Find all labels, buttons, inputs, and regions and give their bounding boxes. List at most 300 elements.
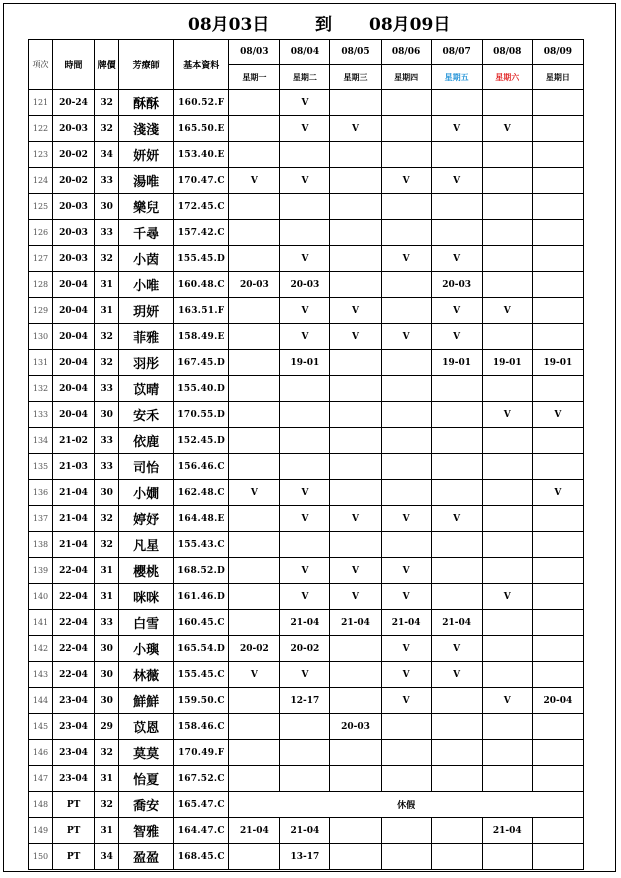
- schedule-cell: V: [280, 584, 330, 610]
- row-basic-info: 167.52.C: [174, 766, 229, 792]
- schedule-cell: [229, 90, 280, 116]
- schedule-cell: [381, 740, 431, 766]
- header-date: 08/06: [381, 40, 431, 65]
- title-to-word: 到: [315, 15, 332, 35]
- row-index: 144: [29, 688, 53, 714]
- schedule-cell: [330, 818, 381, 844]
- schedule-cell: [482, 220, 532, 246]
- schedule-cell: [532, 662, 583, 688]
- row-index: 129: [29, 298, 53, 324]
- row-teacher-name: 安禾: [119, 402, 174, 428]
- row-teacher-name: 鮮鮮: [119, 688, 174, 714]
- row-basic-info: 158.46.C: [174, 714, 229, 740]
- schedule-cell: V: [280, 662, 330, 688]
- schedule-cell: [532, 142, 583, 168]
- row-time: 20-03: [53, 220, 95, 246]
- row-teacher-name: 小璵: [119, 636, 174, 662]
- row-price: 31: [95, 584, 119, 610]
- row-teacher-name: 白雪: [119, 610, 174, 636]
- row-price: 32: [95, 324, 119, 350]
- schedule-cell: [229, 714, 280, 740]
- row-index: 148: [29, 792, 53, 818]
- schedule-cell: [482, 376, 532, 402]
- row-price: 32: [95, 350, 119, 376]
- row-price: 31: [95, 818, 119, 844]
- row-basic-info: 161.46.D: [174, 584, 229, 610]
- schedule-cell: [532, 584, 583, 610]
- schedule-cell: [482, 740, 532, 766]
- row-basic-info: 155.43.C: [174, 532, 229, 558]
- schedule-cell: [280, 220, 330, 246]
- schedule-cell: [381, 818, 431, 844]
- schedule-cell: 20-02: [229, 636, 280, 662]
- schedule-cell: [280, 428, 330, 454]
- schedule-cell: [280, 194, 330, 220]
- row-time: 20-04: [53, 402, 95, 428]
- schedule-cell: [381, 350, 431, 376]
- schedule-cell: V: [532, 402, 583, 428]
- schedule-cell: V: [482, 402, 532, 428]
- schedule-cell: [229, 428, 280, 454]
- row-time: 21-04: [53, 480, 95, 506]
- row-index: 123: [29, 142, 53, 168]
- table-row: [29, 688, 584, 714]
- row-price: 30: [95, 480, 119, 506]
- schedule-cell: [532, 714, 583, 740]
- schedule-cell: 19-01: [532, 350, 583, 376]
- table-row: [29, 792, 584, 818]
- row-teacher-name: 菲雅: [119, 324, 174, 350]
- schedule-cell: [229, 454, 280, 480]
- schedule-cell: [330, 194, 381, 220]
- schedule-cell: [381, 454, 431, 480]
- table-row: [29, 532, 584, 558]
- schedule-cell: [280, 714, 330, 740]
- schedule-cell: [482, 324, 532, 350]
- schedule-cell: [330, 480, 381, 506]
- row-basic-info: 158.49.E: [174, 324, 229, 350]
- row-index: 150: [29, 844, 53, 870]
- schedule-cell: [330, 376, 381, 402]
- schedule-cell: 20-03: [280, 272, 330, 298]
- row-price: 30: [95, 636, 119, 662]
- row-price: 32: [95, 532, 119, 558]
- table-row: [29, 194, 584, 220]
- schedule-cell: [229, 532, 280, 558]
- schedule-cell: 19-01: [431, 350, 482, 376]
- row-teacher-name: 羽彤: [119, 350, 174, 376]
- schedule-cell: [532, 636, 583, 662]
- header-weekday: 星期六: [482, 65, 532, 90]
- row-time: 22-04: [53, 610, 95, 636]
- schedule-cell: [330, 90, 381, 116]
- schedule-cell: V: [431, 636, 482, 662]
- row-index: 128: [29, 272, 53, 298]
- row-price: 30: [95, 688, 119, 714]
- row-index: 127: [29, 246, 53, 272]
- header-row-dates: [29, 40, 584, 65]
- schedule-cell: V: [381, 324, 431, 350]
- row-index: 122: [29, 116, 53, 142]
- schedule-cell: [381, 714, 431, 740]
- row-time: 23-04: [53, 766, 95, 792]
- row-basic-info: 170.55.D: [174, 402, 229, 428]
- row-index: 125: [29, 194, 53, 220]
- table-row: [29, 610, 584, 636]
- schedule-cell: [532, 298, 583, 324]
- row-price: 34: [95, 844, 119, 870]
- row-price: 32: [95, 506, 119, 532]
- schedule-cell: [381, 142, 431, 168]
- schedule-cell: [532, 740, 583, 766]
- schedule-cell: V: [381, 506, 431, 532]
- table-row: [29, 402, 584, 428]
- schedule-table: [28, 39, 584, 870]
- schedule-cell: [381, 298, 431, 324]
- header-date: 08/05: [330, 40, 381, 65]
- row-basic-info: 170.47.C: [174, 168, 229, 194]
- schedule-cell: [229, 506, 280, 532]
- schedule-cell: [532, 766, 583, 792]
- row-time: 22-04: [53, 636, 95, 662]
- row-index: 134: [29, 428, 53, 454]
- schedule-cell: V: [431, 246, 482, 272]
- schedule-cell: [330, 844, 381, 870]
- row-index: 132: [29, 376, 53, 402]
- row-teacher-name: 智雅: [119, 818, 174, 844]
- schedule-cell: [482, 168, 532, 194]
- schedule-cell: [532, 532, 583, 558]
- schedule-cell: V: [330, 116, 381, 142]
- schedule-cell: [482, 532, 532, 558]
- schedule-cell: [532, 168, 583, 194]
- schedule-cell: V: [280, 324, 330, 350]
- schedule-cell: [532, 818, 583, 844]
- header-index: 項次: [29, 40, 53, 90]
- schedule-cell: [280, 142, 330, 168]
- table-row: [29, 818, 584, 844]
- row-time: 20-04: [53, 272, 95, 298]
- schedule-cell: [482, 194, 532, 220]
- row-basic-info: 160.45.C: [174, 610, 229, 636]
- schedule-cell: [229, 194, 280, 220]
- row-teacher-name: 小唯: [119, 272, 174, 298]
- row-index: 130: [29, 324, 53, 350]
- schedule-cell: [330, 142, 381, 168]
- schedule-cell: [229, 688, 280, 714]
- schedule-cell: [482, 90, 532, 116]
- row-basic-info: 172.45.C: [174, 194, 229, 220]
- row-basic-info: 152.45.D: [174, 428, 229, 454]
- schedule-cell: 21-04: [381, 610, 431, 636]
- schedule-cell: V: [431, 506, 482, 532]
- schedule-cell: V: [482, 688, 532, 714]
- schedule-cell: [330, 532, 381, 558]
- row-basic-info: 162.48.C: [174, 480, 229, 506]
- table-row: [29, 116, 584, 142]
- table-row: [29, 662, 584, 688]
- schedule-cell: [431, 480, 482, 506]
- header-price: 牌價: [95, 40, 119, 90]
- table-row: [29, 90, 584, 116]
- schedule-cell: [330, 636, 381, 662]
- row-time: 20-04: [53, 376, 95, 402]
- row-teacher-name: 玥妍: [119, 298, 174, 324]
- row-index: 131: [29, 350, 53, 376]
- header-time: 時間: [53, 40, 95, 90]
- schedule-cell: V: [381, 558, 431, 584]
- schedule-cell: [330, 740, 381, 766]
- row-teacher-name: 淺淺: [119, 116, 174, 142]
- row-index: 141: [29, 610, 53, 636]
- title-end-date: 08月09日: [369, 15, 451, 35]
- row-index: 147: [29, 766, 53, 792]
- schedule-cell: [280, 402, 330, 428]
- schedule-cell: 20-04: [532, 688, 583, 714]
- schedule-cell: [431, 688, 482, 714]
- schedule-cell: V: [381, 636, 431, 662]
- schedule-cell: V: [280, 168, 330, 194]
- schedule-cell: [532, 246, 583, 272]
- schedule-cell: [431, 194, 482, 220]
- schedule-cell: V: [229, 168, 280, 194]
- table-row: [29, 714, 584, 740]
- schedule-cell: [532, 324, 583, 350]
- schedule-cell: V: [532, 480, 583, 506]
- schedule-cell: [482, 766, 532, 792]
- row-basic-info: 165.47.C: [174, 792, 229, 818]
- schedule-cell: [431, 376, 482, 402]
- row-price: 31: [95, 766, 119, 792]
- schedule-cell: [532, 454, 583, 480]
- schedule-cell: [482, 662, 532, 688]
- schedule-cell: [229, 220, 280, 246]
- schedule-cell: [482, 558, 532, 584]
- schedule-cell: [431, 766, 482, 792]
- table-row: [29, 584, 584, 610]
- schedule-cell: V: [330, 558, 381, 584]
- table-row: [29, 272, 584, 298]
- row-time: PT: [53, 792, 95, 818]
- header-date: 08/07: [431, 40, 482, 65]
- schedule-cell: [482, 428, 532, 454]
- row-teacher-name: 司怡: [119, 454, 174, 480]
- table-row: [29, 324, 584, 350]
- row-index: 139: [29, 558, 53, 584]
- row-basic-info: 155.45.D: [174, 246, 229, 272]
- schedule-cell: [229, 116, 280, 142]
- schedule-cell: [482, 844, 532, 870]
- row-basic-info: 155.45.C: [174, 662, 229, 688]
- row-time: 20-02: [53, 168, 95, 194]
- row-index: 145: [29, 714, 53, 740]
- schedule-cell: [532, 220, 583, 246]
- schedule-cell: V: [431, 116, 482, 142]
- row-price: 33: [95, 168, 119, 194]
- schedule-cell: V: [381, 168, 431, 194]
- schedule-cell: 19-01: [482, 350, 532, 376]
- schedule-cell: [431, 142, 482, 168]
- schedule-cell: V: [431, 168, 482, 194]
- schedule-cell: [532, 558, 583, 584]
- table-row: [29, 246, 584, 272]
- row-teacher-name: 小茵: [119, 246, 174, 272]
- schedule-cell: V: [381, 584, 431, 610]
- row-teacher-name: 婷妤: [119, 506, 174, 532]
- schedule-cell: [482, 246, 532, 272]
- schedule-cell: 20-02: [280, 636, 330, 662]
- row-index: 137: [29, 506, 53, 532]
- row-price: 33: [95, 428, 119, 454]
- header-date: 08/04: [280, 40, 330, 65]
- schedule-cell: [431, 90, 482, 116]
- schedule-cell: [482, 506, 532, 532]
- row-basic-info: 165.54.D: [174, 636, 229, 662]
- table-row: [29, 454, 584, 480]
- row-time: 20-03: [53, 194, 95, 220]
- row-basic-info: 167.45.D: [174, 350, 229, 376]
- header-date: 08/09: [532, 40, 583, 65]
- schedule-cell: 12-17: [280, 688, 330, 714]
- schedule-cell: [431, 714, 482, 740]
- row-price: 33: [95, 454, 119, 480]
- schedule-cell: [431, 558, 482, 584]
- schedule-cell: 21-04: [280, 610, 330, 636]
- schedule-cell: [330, 662, 381, 688]
- schedule-cell: [280, 454, 330, 480]
- row-index: 126: [29, 220, 53, 246]
- row-time: 23-04: [53, 740, 95, 766]
- row-teacher-name: 盈盈: [119, 844, 174, 870]
- schedule-title: [0, 14, 621, 36]
- row-note: 休假: [229, 792, 584, 818]
- schedule-cell: 20-03: [330, 714, 381, 740]
- schedule-cell: V: [280, 246, 330, 272]
- schedule-cell: V: [482, 298, 532, 324]
- schedule-cell: [482, 272, 532, 298]
- row-teacher-name: 小嫺: [119, 480, 174, 506]
- schedule-cell: [280, 740, 330, 766]
- row-price: 32: [95, 90, 119, 116]
- row-price: 30: [95, 194, 119, 220]
- schedule-cell: V: [330, 298, 381, 324]
- schedule-cell: [381, 766, 431, 792]
- schedule-cell: [381, 402, 431, 428]
- schedule-cell: [330, 168, 381, 194]
- header-info: 基本資料: [174, 40, 229, 90]
- table-row: [29, 506, 584, 532]
- row-index: 135: [29, 454, 53, 480]
- schedule-cell: V: [280, 506, 330, 532]
- schedule-cell: [229, 324, 280, 350]
- schedule-cell: [229, 142, 280, 168]
- table-row: [29, 168, 584, 194]
- schedule-cell: [280, 376, 330, 402]
- schedule-cell: V: [280, 90, 330, 116]
- schedule-cell: [330, 220, 381, 246]
- row-price: 32: [95, 740, 119, 766]
- schedule-cell: [229, 402, 280, 428]
- header-weekday: 星期日: [532, 65, 583, 90]
- schedule-cell: V: [431, 324, 482, 350]
- row-index: 149: [29, 818, 53, 844]
- table-row: [29, 428, 584, 454]
- row-time: 20-03: [53, 116, 95, 142]
- schedule-cell: [532, 116, 583, 142]
- row-basic-info: 160.48.C: [174, 272, 229, 298]
- header-date: 08/08: [482, 40, 532, 65]
- schedule-cell: [330, 246, 381, 272]
- schedule-cell: [532, 90, 583, 116]
- schedule-cell: [532, 376, 583, 402]
- schedule-cell: [381, 844, 431, 870]
- schedule-cell: [532, 194, 583, 220]
- row-time: 22-04: [53, 558, 95, 584]
- row-price: 33: [95, 610, 119, 636]
- schedule-cell: [381, 272, 431, 298]
- schedule-cell: [532, 428, 583, 454]
- row-time: 20-04: [53, 324, 95, 350]
- row-basic-info: 165.50.E: [174, 116, 229, 142]
- schedule-cell: [229, 740, 280, 766]
- schedule-cell: V: [431, 298, 482, 324]
- schedule-cell: [381, 90, 431, 116]
- row-basic-info: 157.42.C: [174, 220, 229, 246]
- row-teacher-name: 苡恩: [119, 714, 174, 740]
- schedule-cell: [381, 194, 431, 220]
- row-price: 32: [95, 792, 119, 818]
- row-basic-info: 168.52.D: [174, 558, 229, 584]
- table-row: [29, 558, 584, 584]
- table-row: [29, 142, 584, 168]
- row-teacher-name: 凡星: [119, 532, 174, 558]
- schedule-cell: [229, 558, 280, 584]
- row-teacher-name: 怡夏: [119, 766, 174, 792]
- schedule-cell: [280, 766, 330, 792]
- schedule-cell: V: [381, 688, 431, 714]
- schedule-cell: [330, 272, 381, 298]
- row-basic-info: 156.46.C: [174, 454, 229, 480]
- schedule-cell: [431, 532, 482, 558]
- schedule-cell: [431, 402, 482, 428]
- schedule-cell: 20-03: [431, 272, 482, 298]
- row-index: 140: [29, 584, 53, 610]
- row-basic-info: 159.50.C: [174, 688, 229, 714]
- schedule-cell: [482, 454, 532, 480]
- row-time: 20-02: [53, 142, 95, 168]
- row-teacher-name: 林薇: [119, 662, 174, 688]
- table-row: [29, 220, 584, 246]
- schedule-cell: V: [330, 584, 381, 610]
- schedule-cell: [381, 532, 431, 558]
- schedule-cell: [431, 584, 482, 610]
- schedule-cell: [229, 584, 280, 610]
- row-teacher-name: 酥酥: [119, 90, 174, 116]
- row-time: 21-02: [53, 428, 95, 454]
- row-time: 20-24: [53, 90, 95, 116]
- schedule-cell: V: [229, 480, 280, 506]
- schedule-cell: [532, 610, 583, 636]
- schedule-cell: 21-04: [330, 610, 381, 636]
- schedule-cell: V: [280, 298, 330, 324]
- row-teacher-name: 樂兒: [119, 194, 174, 220]
- schedule-cell: [431, 844, 482, 870]
- row-price: 30: [95, 402, 119, 428]
- schedule-cell: [229, 844, 280, 870]
- row-teacher-name: 喬安: [119, 792, 174, 818]
- row-basic-info: 164.47.C: [174, 818, 229, 844]
- schedule-cell: [330, 454, 381, 480]
